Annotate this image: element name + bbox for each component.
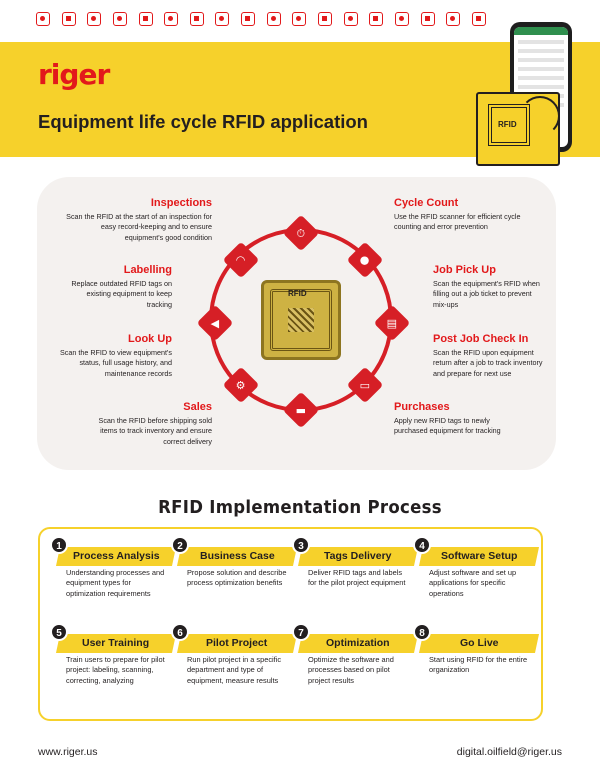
step-title: Go Live: [459, 637, 499, 649]
email-link[interactable]: digital.oilfield@riger.us: [456, 746, 562, 758]
step-description: Start using RFID for the entire organization: [429, 655, 528, 675]
step-number: 5: [50, 623, 68, 641]
stage-text: Scan the RFID at the start of an inspection for easy record-keeping and to ensure equipment's good condition: [66, 212, 212, 242]
step-title-tab: [177, 634, 297, 653]
step-title: Optimization: [326, 637, 390, 649]
gear-icon: ⚙: [223, 367, 260, 404]
stage-title: Look Up: [128, 333, 172, 345]
step-number: 3: [292, 536, 310, 554]
step-title-tab: [177, 547, 297, 566]
step-description: Train users to prepare for pilot project: labeling, scanning, correcting, analyzing: [66, 655, 165, 685]
building-icon: [241, 12, 255, 26]
step-number: 6: [171, 623, 189, 641]
stage-text: Apply new RFID tags to newly purchased equipment for tracking: [394, 416, 501, 436]
step-title-tab: [298, 634, 418, 653]
website-link[interactable]: www.riger.us: [38, 746, 98, 758]
step-description: Understanding processes and equipment types for optimization requirements: [66, 568, 165, 598]
stage-text: Use the RFID scanner for efficient cycle counting and error prevention: [394, 212, 521, 232]
process-step-1: [54, 536, 172, 616]
step-title: Tags Delivery: [324, 550, 392, 562]
stage-title: Cycle Count: [394, 197, 459, 209]
stage-inspections: [64, 197, 212, 243]
wifi-icon: ◠: [223, 242, 260, 279]
stage-text: Scan the RFID upon equipment return after a job to track inventory and prepare for next use: [433, 348, 543, 378]
step-number: 7: [292, 623, 310, 641]
bar-chart-icon: [369, 12, 383, 26]
globe-icon: ●: [347, 242, 384, 279]
icon-strip: [36, 12, 486, 28]
calculator-icon: [139, 12, 153, 26]
step-description: Propose solution and describe process optimization benefits: [187, 568, 287, 588]
stage-cycle-count: [394, 197, 524, 233]
chart-icon: [164, 12, 178, 26]
oil-rig-icon: [267, 12, 281, 26]
process-step-8: [417, 623, 535, 703]
riger-logo: [38, 58, 109, 91]
search-icon: [344, 12, 358, 26]
process-step-5: [54, 623, 172, 703]
logo-text: riger: [38, 58, 110, 91]
step-description: Adjust software and set up applications for specific operations: [429, 568, 517, 598]
page-title: Equipment life cycle RFID application: [38, 111, 368, 132]
cash-icon: ▬: [283, 392, 320, 429]
process-title: RFID Implementation Process: [158, 497, 442, 518]
gear-icon: [292, 12, 306, 26]
folder-icon: [318, 12, 332, 26]
process-step-2: [175, 536, 293, 616]
step-description: Optimize the software and processes based on pilot project results: [308, 655, 394, 685]
stage-text: Scan the RFID before shipping sold items to track inventory and ensure correct delivery: [98, 416, 212, 446]
step-title-tab: [56, 634, 176, 653]
step-title: Business Case: [199, 550, 275, 562]
step-title: Pilot Project: [206, 637, 268, 649]
megaphone-icon: ◀: [197, 305, 234, 342]
stage-sales: [84, 401, 212, 447]
signal-waves-icon: [520, 96, 560, 136]
step-number: 4: [413, 536, 431, 554]
clipboard-icon: [87, 12, 101, 26]
stage-title: Inspections: [150, 197, 212, 209]
tools-icon: [421, 12, 435, 26]
step-title: Software Setup: [440, 550, 518, 562]
stage-look-up: [52, 333, 172, 379]
truck-icon: [395, 12, 409, 26]
step-number: 1: [50, 536, 68, 554]
step-number: 2: [171, 536, 189, 554]
stage-purchases: [394, 401, 514, 437]
stage-text: Scan the RFID to view equipment's status, full usage history, and maintenance records: [59, 348, 172, 378]
step-title-tab: [419, 634, 539, 653]
id-card-icon: [62, 12, 76, 26]
laptop-icon: ▭: [347, 367, 384, 404]
stage-labelling: [64, 264, 172, 310]
process-step-7: [296, 623, 414, 703]
tag-label: RFID: [498, 120, 517, 129]
stage-job-pick-up: [433, 264, 545, 310]
stage-title: Job Pick Up: [433, 264, 496, 276]
process-step-4: [417, 536, 535, 616]
cart-icon: [446, 12, 460, 26]
step-description: Run pilot project in a specific department and type of equipment, measure results: [187, 655, 282, 685]
grid-icon: [215, 12, 229, 26]
wrench-icon: [190, 12, 204, 26]
document-icon: [472, 12, 486, 26]
settings-icon: [36, 12, 50, 26]
stage-title: Labelling: [123, 264, 172, 276]
stage-title: Purchases: [394, 401, 450, 413]
stage-post-job-check-in: [433, 333, 545, 379]
stage-title: Sales: [183, 401, 212, 413]
step-title-tab: [419, 547, 539, 566]
stage-title: Post Job Check In: [433, 333, 529, 345]
step-title: Process Analysis: [72, 550, 160, 562]
stage-text: Scan the equipment's RFID when filling out a job ticket to prevent mix-ups: [433, 279, 540, 309]
step-title-tab: [56, 547, 176, 566]
rfid-chip-graphic: [261, 280, 341, 360]
user-icon: [113, 12, 127, 26]
stopwatch-icon: ⏱: [283, 215, 320, 252]
step-title: User Training: [82, 637, 150, 649]
chip-label: RFID: [288, 289, 307, 298]
clipboard-icon: ▤: [374, 305, 411, 342]
step-title-tab: [298, 547, 418, 566]
stage-text: Replace outdated RFID tags on existing equipment to keep tracking: [71, 279, 172, 309]
process-step-3: [296, 536, 414, 616]
step-description: Deliver RFID tags and labels for the pilot project equipment: [308, 568, 406, 588]
process-step-6: [175, 623, 293, 703]
step-number: 8: [413, 623, 431, 641]
